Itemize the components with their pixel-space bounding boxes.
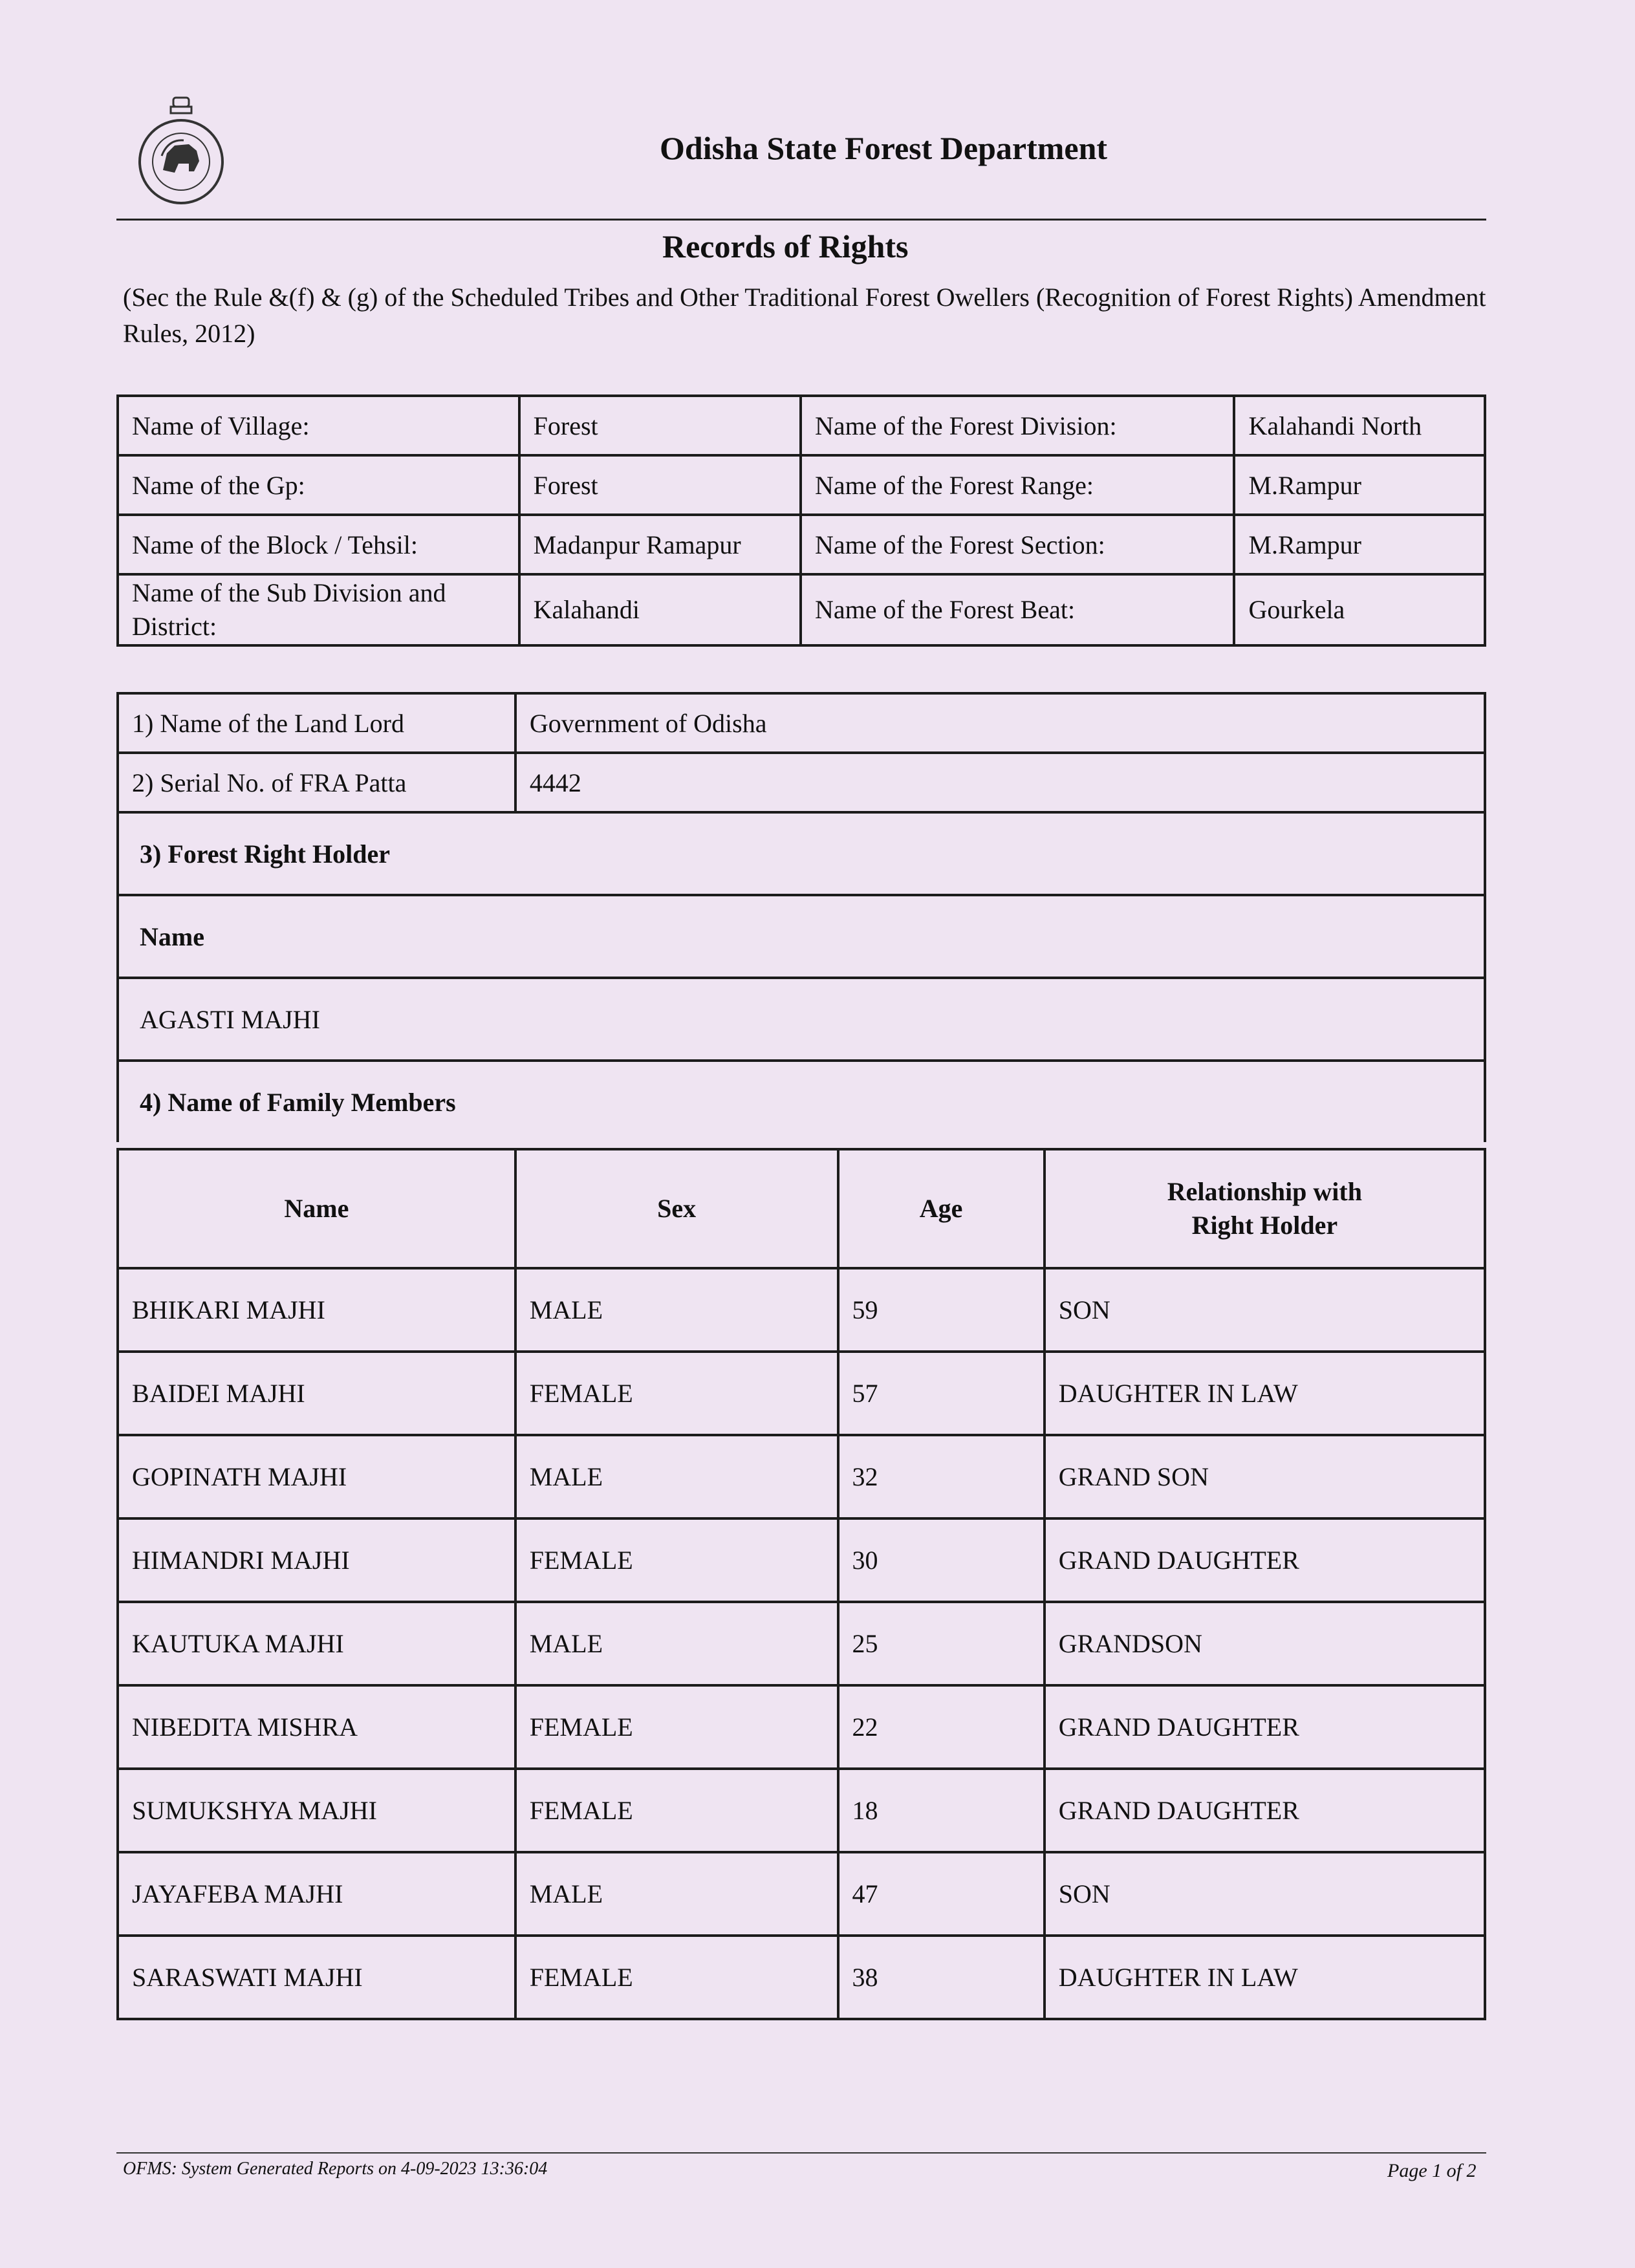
member-name: KAUTUKA MAJHI: [118, 1602, 515, 1685]
member-sex: MALE: [515, 1268, 838, 1352]
member-sex: FEMALE: [515, 1685, 838, 1769]
generated-timestamp: OFMS: System Generated Reports on 4-09-2023 13:36:04: [123, 2159, 548, 2179]
member-relationship: GRAND SON: [1045, 1435, 1485, 1518]
member-name: GOPINATH MAJHI: [118, 1435, 515, 1518]
member-name: HIMANDRI MAJHI: [118, 1518, 515, 1602]
table-row: [118, 1268, 1485, 1352]
member-name: JAYAFEBA MAJHI: [118, 1852, 515, 1936]
column-header-age: Age: [838, 1149, 1045, 1268]
member-relationship: GRAND DAUGHTER: [1045, 1685, 1485, 1769]
block-tehsil-value: Madanpur Ramapur: [519, 515, 801, 574]
footer-divider: [116, 2152, 1486, 2154]
member-age: 25: [838, 1602, 1045, 1685]
gp-value: Forest: [519, 455, 801, 515]
member-age: 59: [838, 1268, 1045, 1352]
member-relationship: SON: [1045, 1852, 1485, 1936]
village-label: Name of Village:: [118, 396, 519, 455]
table-row: [118, 1852, 1485, 1936]
gp-label: Name of the Gp:: [118, 455, 519, 515]
table-row: [118, 1435, 1485, 1518]
member-name: SARASWATI MAJHI: [118, 1936, 515, 2019]
page-number: Page 1 of 2: [1387, 2160, 1477, 2181]
table-row: [118, 693, 1485, 753]
member-age: 47: [838, 1852, 1045, 1936]
page-title: Records of Rights: [662, 228, 909, 265]
member-age: 18: [838, 1769, 1045, 1852]
table-row: [118, 1769, 1485, 1852]
odisha-emblem-icon: [129, 94, 233, 207]
table-row: [118, 396, 1485, 455]
family-members-body: [118, 1268, 1485, 2019]
forest-range-label: Name of the Forest Range:: [801, 455, 1235, 515]
table-row: [118, 1602, 1485, 1685]
member-age: 30: [838, 1518, 1045, 1602]
family-heading: 4) Name of Family Members: [118, 1061, 1485, 1142]
forest-division-label: Name of the Forest Division:: [801, 396, 1235, 455]
member-relationship: DAUGHTER IN LAW: [1045, 1352, 1485, 1435]
holder-heading: 3) Forest Right Holder: [118, 812, 1485, 895]
table-row: [118, 753, 1485, 812]
page-subtitle: (Sec the Rule &(f) & (g) of the Scheduled Tribes and Other Traditional Forest Owellers (Recognition of Forest Rights) Amendment Rules, 2012): [123, 283, 1486, 348]
header-divider: [116, 219, 1486, 221]
member-relationship: GRAND DAUGHTER: [1045, 1769, 1485, 1852]
table-row: [118, 515, 1485, 574]
record-table: [116, 692, 1486, 1142]
table-row: [118, 812, 1485, 895]
member-name: NIBEDITA MISHRA: [118, 1685, 515, 1769]
location-table: [116, 394, 1486, 647]
table-row: [118, 978, 1485, 1061]
member-sex: MALE: [515, 1852, 838, 1936]
member-name: SUMUKSHYA MAJHI: [118, 1769, 515, 1852]
sub-division-value: Kalahandi: [519, 574, 801, 645]
column-header-relationship: Relationship with Right Holder: [1045, 1149, 1485, 1268]
forest-section-value: M.Rampur: [1234, 515, 1485, 574]
holder-name: AGASTI MAJHI: [118, 978, 1485, 1061]
table-row: [118, 1936, 1485, 2019]
member-relationship: DAUGHTER IN LAW: [1045, 1936, 1485, 2019]
member-relationship: GRANDSON: [1045, 1602, 1485, 1685]
land-lord-label: 1) Name of the Land Lord: [118, 693, 515, 753]
table-row: [118, 1352, 1485, 1435]
table-row: [118, 895, 1485, 978]
patta-serial-label: 2) Serial No. of FRA Patta: [118, 753, 515, 812]
member-relationship: GRAND DAUGHTER: [1045, 1518, 1485, 1602]
column-header-name: Name: [118, 1149, 515, 1268]
forest-section-label: Name of the Forest Section:: [801, 515, 1235, 574]
member-sex: FEMALE: [515, 1518, 838, 1602]
forest-beat-label: Name of the Forest Beat:: [801, 574, 1235, 645]
village-value: Forest: [519, 396, 801, 455]
forest-beat-value: Gourkela: [1234, 574, 1485, 645]
member-sex: MALE: [515, 1435, 838, 1518]
member-relationship: SON: [1045, 1268, 1485, 1352]
department-title: Odisha State Forest Department: [660, 130, 1108, 166]
member-age: 57: [838, 1352, 1045, 1435]
patta-serial-value: 4442: [515, 753, 1485, 812]
block-tehsil-label: Name of the Block / Tehsil:: [118, 515, 519, 574]
table-row: [118, 1061, 1485, 1142]
member-age: 38: [838, 1936, 1045, 2019]
sub-division-label: Name of the Sub Division and District:: [118, 574, 519, 645]
table-header-row: [118, 1149, 1485, 1268]
column-header-sex: Sex: [515, 1149, 838, 1268]
table-row: [118, 574, 1485, 645]
table-row: [118, 1685, 1485, 1769]
member-age: 22: [838, 1685, 1045, 1769]
member-name: BHIKARI MAJHI: [118, 1268, 515, 1352]
member-name: BAIDEI MAJHI: [118, 1352, 515, 1435]
table-row: [118, 455, 1485, 515]
member-sex: FEMALE: [515, 1769, 838, 1852]
holder-name-label: Name: [118, 895, 1485, 978]
forest-range-value: M.Rampur: [1234, 455, 1485, 515]
table-row: [118, 1518, 1485, 1602]
member-sex: FEMALE: [515, 1352, 838, 1435]
member-age: 32: [838, 1435, 1045, 1518]
land-lord-value: Government of Odisha: [515, 693, 1485, 753]
forest-division-value: Kalahandi North: [1234, 396, 1485, 455]
family-members-table: [116, 1148, 1486, 2020]
member-sex: MALE: [515, 1602, 838, 1685]
member-sex: FEMALE: [515, 1936, 838, 2019]
